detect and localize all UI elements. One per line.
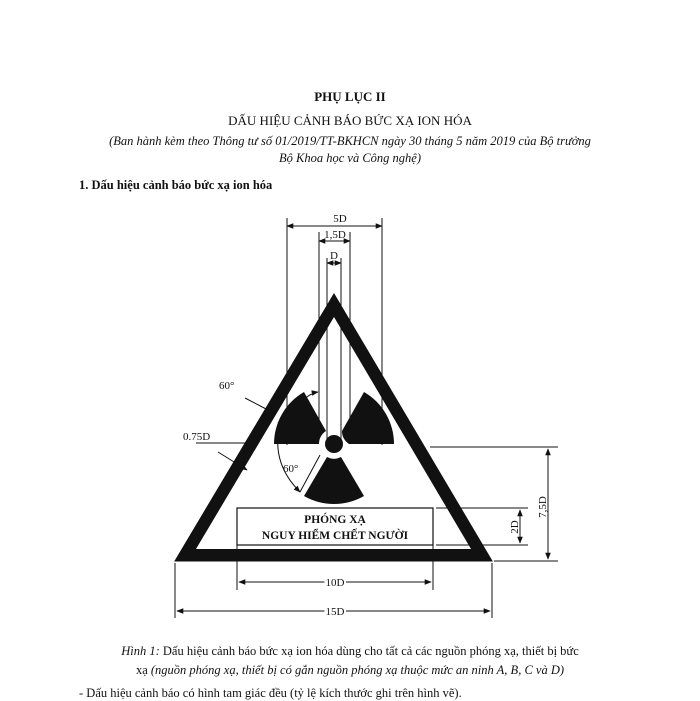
dim-2d: [509, 510, 521, 543]
caption-prefix: xạ: [135, 663, 151, 677]
dim-1-5d: [319, 229, 350, 241]
appendix-heading: PHỤ LỤC II: [314, 89, 386, 104]
caption-text-1: Dấu hiệu cảnh báo bức xạ ion hóa dùng cho tất cả các nguồn phóng xạ, thiết bị bức: [159, 644, 579, 658]
dim-1-5d-label: 1,5D: [324, 229, 346, 241]
label-line-1: PHÓNG XẠ: [304, 514, 366, 526]
figure-caption-line-2: [0, 663, 700, 678]
dim-d-label: D: [330, 250, 338, 262]
bullet-text: - Dấu hiệu cảnh báo có hình tam giác đều (tỷ lệ kích thước ghi trên hình vẽ).: [79, 686, 462, 700]
dim-15d: [177, 606, 490, 618]
angle-inner-label: 60°: [283, 463, 299, 475]
label-line-2: NGUY HIỂM CHẾT NGƯỜI: [261, 530, 409, 542]
dim-15d-label: 15D: [325, 606, 345, 618]
caption-label: Hình 1:: [121, 644, 160, 658]
document-title: DẤU HIỆU CẢNH BÁO BỨC XẠ ION HÓA: [228, 113, 472, 128]
dim-border: [183, 431, 247, 470]
subtitle-line-2: Bộ Khoa học và Công nghệ): [279, 151, 421, 165]
section-heading: 1. Dấu hiệu cảnh báo bức xạ ion hóa: [79, 178, 273, 192]
dim-10d: [239, 577, 431, 589]
dim-2d-label: 2D: [509, 520, 521, 534]
angle-outer-label: 60°: [219, 380, 235, 392]
warning-label-box: [237, 508, 433, 545]
dim-7-5d: [537, 449, 549, 559]
figure-caption-line-1: [0, 644, 700, 659]
dim-d: [327, 250, 341, 263]
dim-10d-label: 10D: [325, 577, 345, 589]
dim-border-label: 0.75D: [183, 431, 211, 443]
dim-5d: [287, 213, 382, 226]
subtitle-line-1: (Ban hành kèm theo Thông tư số 01/2019/TT-BKHCN ngày 30 tháng 5 năm 2019 của Bộ trưởng: [109, 134, 591, 148]
caption-text-2: (nguồn phóng xạ, thiết bị có gắn nguồn phóng xạ thuộc mức an ninh A, B, C và D): [150, 663, 565, 677]
dim-7-5d-label: 7,5D: [537, 496, 549, 518]
dim-5d-label: 5D: [333, 213, 347, 225]
